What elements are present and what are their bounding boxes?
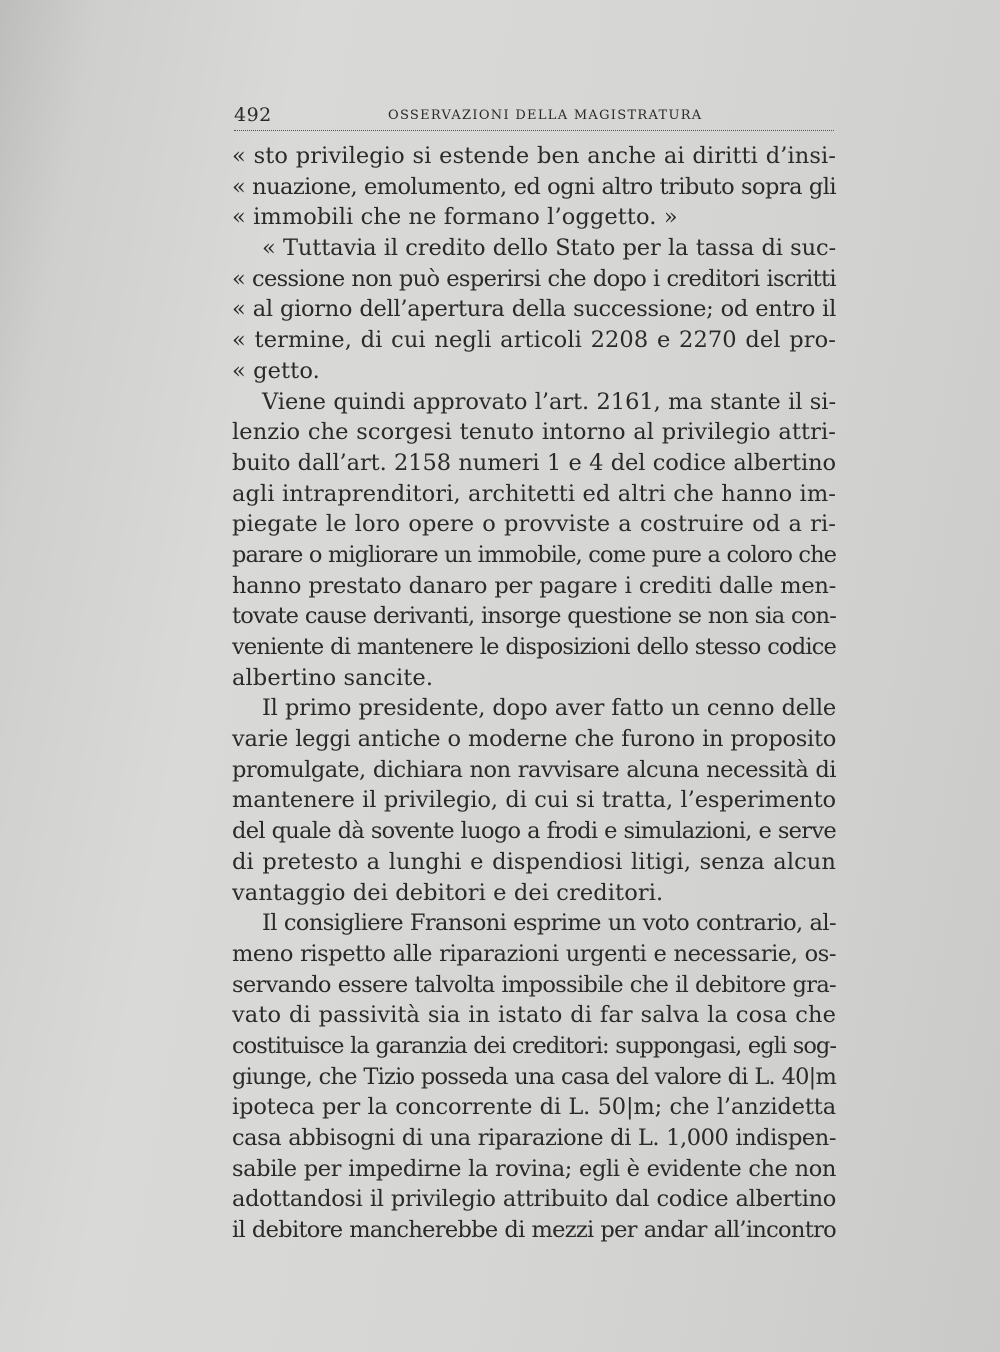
- text-line: « Tuttavia il credito dello Stato per la tassa di suc-: [262, 235, 836, 262]
- text-line: « getto.: [232, 357, 320, 384]
- text-line: Il consigliere Fransoni esprime un voto contrario, al-: [262, 910, 836, 937]
- running-head: OSSERVAZIONI DELLA MAGISTRATURA: [388, 108, 703, 123]
- text-line: piegate le loro opere o provviste a costruire od a ri-: [232, 511, 836, 538]
- text-line: il debitore mancherebbe di mezzi per andar all’incontro: [232, 1217, 836, 1244]
- text-line: agli intraprenditori, architetti ed altri che hanno im-: [232, 480, 836, 507]
- text-line: servando essere talvolta impossibile che il debitore gra-: [232, 971, 836, 998]
- text-line: hanno prestato danaro per pagare i crediti dalle men-: [232, 572, 836, 599]
- text-line: varie leggi antiche o moderne che furono in proposito: [232, 726, 836, 753]
- page-number: 492: [234, 104, 272, 126]
- text-line: Viene quindi approvato l’art. 2161, ma stante il si-: [262, 388, 836, 415]
- text-line: buito dall’art. 2158 numeri 1 e 4 del codice albertino: [232, 449, 836, 476]
- text-line: « al giorno dell’apertura della successione; od entro il: [232, 296, 836, 323]
- text-line: ipoteca per la concorrente di L. 50|m; che l’anzidetta: [232, 1094, 836, 1121]
- header-rule: [234, 130, 834, 131]
- text-line: « termine, di cui negli articoli 2208 e 2270 del pro-: [232, 327, 836, 354]
- text-line: meno rispetto alle riparazioni urgenti e necessarie, os-: [232, 940, 836, 967]
- text-line: giunge, che Tizio posseda una casa del valore di L. 40|m: [232, 1063, 836, 1090]
- text-line: lenzio che scorgesi tenuto intorno al privilegio attri-: [232, 419, 836, 446]
- text-line: Il primo presidente, dopo aver fatto un cenno delle: [262, 695, 836, 722]
- text-line: sabile per impedirne la rovina; egli è evidente che non: [232, 1155, 836, 1182]
- body-text: [232, 141, 836, 1246]
- page-header: [234, 100, 834, 130]
- text-line: vato di passività sia in istato di far salva la cosa che: [232, 1002, 836, 1029]
- text-line: tovate cause derivanti, insorge questione se non sia con-: [232, 603, 836, 630]
- text-line: veniente di mantenere le disposizioni dello stesso codice: [232, 634, 836, 660]
- text-line: albertino sancite.: [232, 664, 434, 691]
- text-line: « immobili che ne formano l’oggetto. »: [232, 204, 678, 231]
- text-line: costituisce la garanzia dei creditori: suppongasi, egli sog-: [232, 1032, 836, 1059]
- text-line: mantenere il privilegio, di cui si tratta, l’esperimento: [232, 787, 836, 814]
- text-line: casa abbisogni di una riparazione di L. 1,000 indispen-: [232, 1125, 836, 1151]
- text-line: di pretesto a lunghi e dispendiosi litigi, senza alcun: [232, 848, 836, 875]
- text-line: « sto privilegio si estende ben anche ai diritti d’insi-: [232, 143, 836, 169]
- text-line: « cessione non può esperirsi che dopo i creditori iscritti: [232, 265, 836, 292]
- text-line: adottandosi il privilegio attribuito dal codice albertino: [232, 1186, 836, 1213]
- text-line: « nuazione, emolumento, ed ogni altro tributo sopra gli: [232, 173, 836, 200]
- text-line: parare o migliorare un immobile, come pure a coloro che: [232, 541, 836, 568]
- text-line: vantaggio dei debitori e dei creditori.: [232, 879, 664, 906]
- text-line: del quale dà sovente luogo a frodi e simulazioni, e serve: [232, 818, 836, 845]
- text-line: promulgate, dichiara non ravvisare alcuna necessità di: [232, 756, 836, 783]
